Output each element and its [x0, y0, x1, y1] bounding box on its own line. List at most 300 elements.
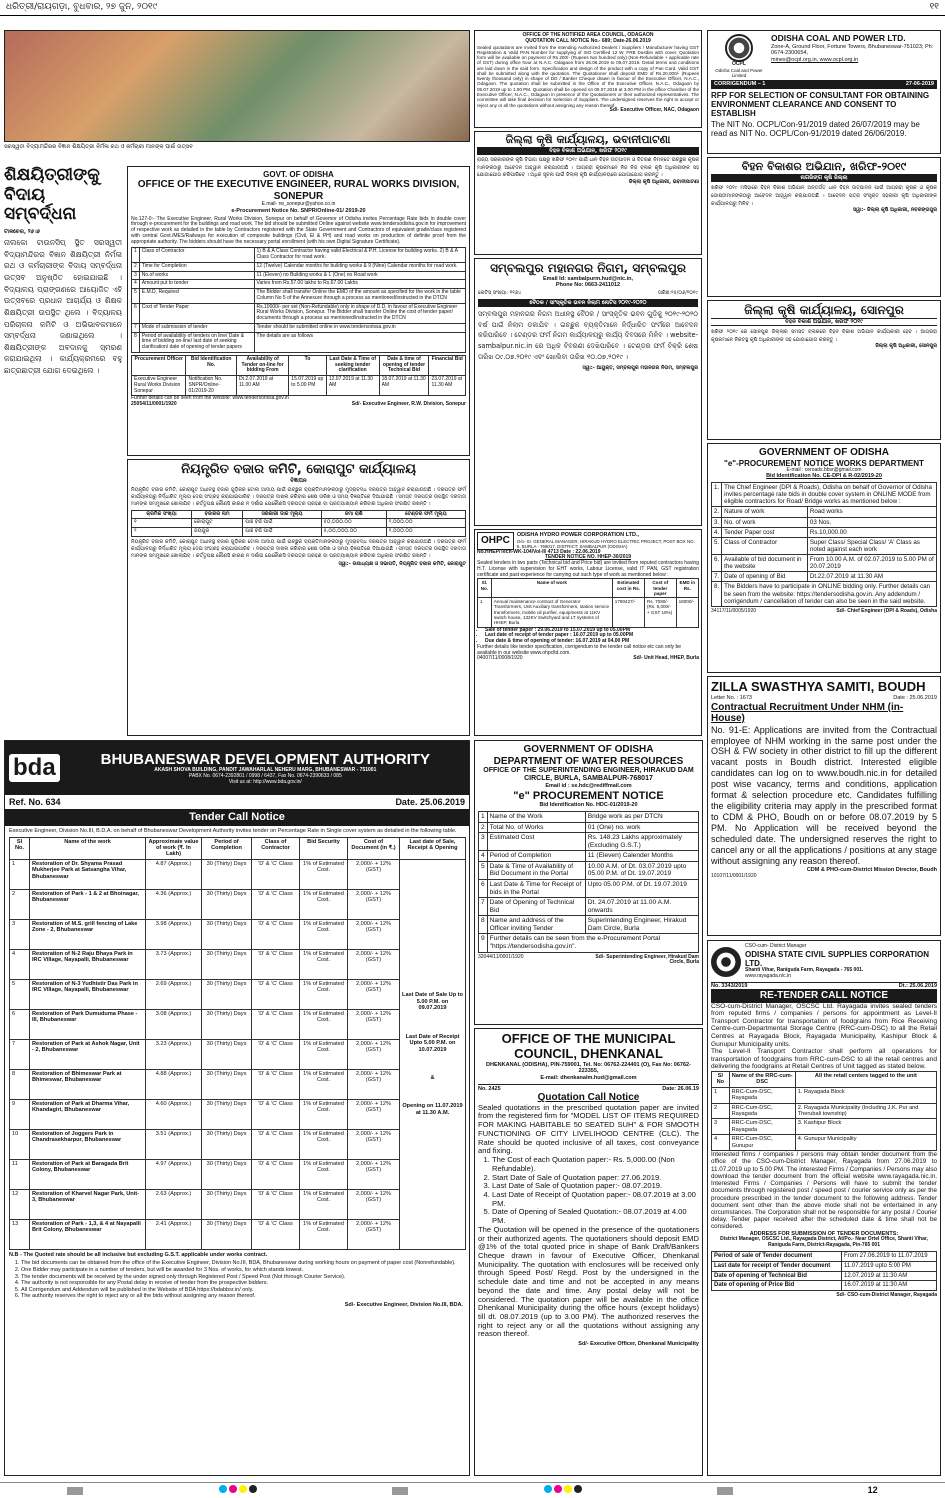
- table-cell: 'D' & 'C' Class: [252, 1219, 300, 1249]
- table-cell: 12.07.2019 at 11:30 AM: [841, 1271, 936, 1281]
- table-cell: 7: [132, 323, 140, 332]
- table-cell: 3. Kashipur Block: [795, 1119, 936, 1135]
- table-row: [10, 949, 466, 979]
- table-cell: 3.98 (Approx.): [146, 919, 202, 949]
- table-cell: 1: [132, 248, 140, 263]
- table-cell: 7.: [712, 572, 722, 582]
- smc-sub: ବୈଠକ / ସାଂସ୍କୃତିକ ଭବନ ନିଲାମ ନୋଟିସ ୨୦୧୯-୨୦୨୦: [478, 299, 698, 308]
- table-cell: Bridge work as per DTCN: [585, 811, 698, 822]
- table-header-cell: Sl No.: [10, 837, 30, 859]
- table-cell: 3.08 (Approx.): [146, 1009, 202, 1039]
- table-cell: 7: [10, 1039, 30, 1069]
- table-cell: Class of Contractor: [139, 248, 254, 263]
- ohpc-ref: No.HHEP/Tech-WK-104/Vol-II/ 4713 Date : 22.06.2019: [477, 548, 601, 555]
- ad-ohpc: [474, 529, 702, 736]
- news-headline: ଶିକ୍ଷୟିତ୍ରୀଙ୍କୁ ବିଦାୟ ସମ୍ବର୍ଦ୍ଧନା: [4, 166, 100, 225]
- bda-opening: Opening on 11.07.2019 at 11.30 A.M.: [402, 1103, 463, 1116]
- table-cell: No.of works: [139, 271, 254, 280]
- news-photo: [4, 30, 470, 142]
- list-item: 2. One Bidder may participate in a number of tenders, but will be awarded for 3 Nos. of works, for which stands lowest.: [21, 1267, 465, 1274]
- table-cell: 4.60 (Approx.): [146, 1099, 202, 1129]
- table-cell: Restoration of Park at Baragada Brit Colony, Bhubaneswar: [30, 1159, 146, 1189]
- table-row: [479, 934, 699, 952]
- ocpl-logo-abbr: OCPL: [732, 61, 746, 67]
- table-cell: Date of Opening of Technical Bid: [487, 898, 585, 916]
- table-cell: 6.: [712, 555, 722, 572]
- dhk-address: DHENKANAL (ODISHA), PIN-759001, Tel. No: 06762-224401 (O), Fax No: 06762-223355,: [486, 1061, 691, 1075]
- table-cell: Restoration of Park Dumuduma Phase - III, Bhubaneswar: [30, 1009, 146, 1039]
- smc-date: ତାରିଖ:୨୫/୦୬/୨୦୧୯: [657, 289, 698, 296]
- nac-sign: Sd/- Executive Officer, NAC, Odagaon: [609, 106, 699, 113]
- table-header-cell: Period of Completion: [202, 837, 252, 859]
- table-cell: ଜୟପୁର: [192, 528, 243, 537]
- table-header-cell: ସରକାରୀ ଡାକ ମୂଲ୍ୟ: [243, 510, 321, 519]
- ocpl-address: Zone-A, Ground Floor, Fortune Towers, Bhubaneswar-751023; Ph: 0674-2300654,: [771, 43, 934, 57]
- list-item: 1. The bid documents can be obtained from the office of the Executive Engineer, Division No.III, BDA, Bhubaneswar during working hours on payment of paper cost (Nonrefundable).: [21, 1260, 465, 1267]
- dhk-email: E-mail: dhenkanalm.hud@gmail.com: [540, 1075, 637, 1082]
- table-cell: Name and address of the Officer inviting Tender: [487, 916, 585, 934]
- table-cell: Restoration of Park at Dharma Vihar, Khandagiri, Bhubaneswar: [30, 1099, 146, 1129]
- table-cell: 1.: [712, 483, 722, 507]
- table-cell: 8.: [712, 582, 722, 606]
- table-cell: Rs.10000/- per set (Non-Refundable) only in shape of D.D. in favour of Executive Engineer Rural Works Division, Sonepur. The Bidder shall transfer Online the cost of tender paper/ documents through a process as mentioned/instructed in the DTCN: [254, 303, 465, 323]
- table-cell: Date of opening of Bid: [722, 572, 808, 582]
- table-cell: 30 (Thirty) Days: [202, 919, 252, 949]
- ad-sambalpur-mc: [474, 258, 702, 526]
- table-cell: 2,000/- + 12% (GST): [348, 919, 400, 949]
- table-row: [10, 1189, 466, 1219]
- koraput-body: ନିୟନ୍ତ୍ରିତ ବଜାର କମିଟି, କୋରାପୁଟ ଅଧୀନସ୍ଥ ବଜାର ଗୁଡ଼ିକର ଟୋଲ ଆଦାୟ ପାଇଁ ଇଚ୍ଛୁକ ବ୍ୟକ୍ତିମାନଙ୍କଠାରୁ ମୁଦ୍ରାବଦ୍ଧ ଦରପତ୍ର ଆହ୍ୱାନ କରାଯାଉଅଛି । ଦରପତ୍ର ଫର୍ମ କାର୍ଯ୍ୟାଳୟରୁ ନିର୍ଦ୍ଧାରିତ ମୂଲ୍ୟ ଦେଇ ସଂଗ୍ରହ କରାଯାଇପାରିବ । ଦରପତ୍ର ଦାଖଲ କରିବାର ଶେଷ ତାରିଖ ଓ ସମୟ ବିଜ୍ଞପ୍ତିରେ ଦିଆଯାଇଛି । ସମସ୍ତ ଦରପତ୍ର ଉପସ୍ଥିତ ଦରଦାତା ମାନଙ୍କ ସମ୍ମୁଖରେ ଖୋଲାଯିବ । କର୍ତ୍ତୃପକ୍ଷ କୌଣସି କାରଣ ନ ଦର୍ଶାଇ ଯେକୌଣସି ଦରପତ୍ର ଗ୍ରହଣ ବା ପ୍ରତ୍ୟାଖ୍ୟାନ କରିବାର ଅଧିକାର ସଂରକ୍ଷିତ ରଖନ୍ତି ।: [131, 486, 466, 507]
- table-cell: Restoration of Park - 1,3, & 4 at Nayapalli Brit Colony, Bhubaneswar: [30, 1219, 146, 1249]
- table-cell: 30 (Thirty) Days: [202, 1129, 252, 1159]
- table-cell: Time for Completion: [139, 262, 254, 271]
- table-cell: 18.07.2019 at 11.30 AM: [379, 376, 429, 396]
- bda-notice: Tender Call Notice: [5, 809, 469, 826]
- oscsc-no: No. 3343/2019: [711, 982, 748, 989]
- list-item: • Last date of receipt of tender paper : 16.07.2019 up to 05.00PM: [485, 633, 699, 639]
- oscsc-intro2: The Level-II Transport Contractor shall perform all operations for transportation of foodgrains from RRC-cum-DSC to all the retail centres and delivering the foodgrains at Retail Centres of Unit tagged as stated below.: [711, 1048, 937, 1071]
- table-cell: Executive Engineer Rural Works Division Sonepur: [132, 376, 186, 396]
- table-cell: 3.73 (Approx.): [146, 949, 202, 979]
- krushi-sp-sign: ଜିଲ୍ଲା କୃଷି ଅଧିକାରୀ, ସୋନପୁର: [875, 343, 937, 350]
- news-dateline: ଟାଳଚେର, ୨୬।୬: [4, 228, 40, 235]
- table-cell: 30 (Thirty) Days: [202, 1009, 252, 1039]
- table-cell: ପାଞ୍ଚ ବର୍ଷ ପାଇଁ: [243, 519, 321, 528]
- table-cell: 2,000/- + 12% (GST): [348, 1009, 400, 1039]
- table-header-cell: Name of the RRC-cum-DSC: [729, 1071, 795, 1087]
- rwd-govt: GOVT. OF ODISHA: [263, 170, 334, 179]
- table-cell: Dt. 24.07.2019 at 11.00 A.M. onwards: [585, 898, 698, 916]
- table-row: [10, 1219, 466, 1249]
- table-header-cell: Cost of tender paper: [644, 579, 676, 598]
- table-cell: Last Date & Time for Receipt of bids in the Portal: [487, 879, 585, 897]
- table-cell: 4.88 (Approx.): [146, 1069, 202, 1099]
- krushi-sp-title: ଜିଲ୍ଲା କୃଷି କାର୍ଯ୍ୟାଳୟ, ସୋନପୁର: [744, 303, 904, 317]
- table-row: [479, 822, 699, 833]
- zss-code: 10107/11/0001/1920: [711, 872, 757, 879]
- table-row: [132, 323, 466, 332]
- table-cell: From 10.00 A.M. of 02.07.2019 to 5.00 PM of 20.07.2019: [807, 555, 936, 572]
- table-header-cell: Availability of Tender on-line for bidding From: [236, 355, 288, 375]
- table-row: [10, 1069, 466, 1099]
- ohpc-body: Sealed tenders in two parts (Technical bid and Price bid) are invited from reputed contractors having H.T. License with supervision for EHT works, Labour License, valid IT PAN, GST registration certificate and past experience for carrying out such type of work as mentioned below :: [477, 560, 699, 578]
- table-cell: 4: [10, 949, 30, 979]
- zss-body: No. 91-E: Applications are invited from the Contractual employee of NHM working in the same post under the OSH & FW society in other district to fill up the different vacant posts in Boudh district. Interested eligible candidates can log on to www.boudh.nic.in for detailed post wise vacancy, terms and conditions, application format & selection procedure etc. Candidates fulfilling the eligibility criteria may apply in the prescribed format to CDM & PHO, Boudh on or before 08.07.2019 by 5 PM. No Application will be received beyond the scheduled date. The undersigned reserves the right to cancel any or all the applications / positions at any stage without assigning any reason thereof.: [711, 724, 937, 867]
- zss-sub: Contractual Recruitment Under NHM (in-House): [711, 701, 904, 725]
- table-header-cell: Bid Security: [300, 837, 348, 859]
- dhk-sub: Quotation Call Notice: [537, 1092, 640, 1104]
- list-item: • Due date & time of opening of tender: 16.07.2019 at 04.00 PM: [485, 639, 699, 645]
- table-cell: 'D' & 'C' Class: [252, 889, 300, 919]
- dowr-title: GOVERNMENT OF ODISHA: [523, 744, 654, 755]
- ad-works-department: [707, 443, 941, 673]
- table-cell: 5: [10, 979, 30, 1009]
- table-cell: Name of the Work: [487, 811, 585, 822]
- registration-dots: [218, 1485, 258, 1496]
- list-item: 1. The Cost of each Quotation paper:- Rs. 5,000.00 (Non Refundable).: [492, 1156, 699, 1173]
- table-header-cell: Financial Bid: [429, 355, 466, 375]
- table-header-cell: Bid Identification No.: [186, 355, 236, 375]
- registration-swatch: [717, 1487, 733, 1495]
- table-cell: The details are as follows: [254, 332, 465, 352]
- table-row: [132, 262, 466, 271]
- ad-zss-boudh: [707, 676, 941, 936]
- table-row: [712, 572, 937, 582]
- koraput-title: ନିୟନ୍ତ୍ରିତ ବଜାର କମିଟି, କୋରାପୁଟ କାର୍ଯ୍ୟାଳୟ: [181, 462, 416, 477]
- oscsc-addr: District Manager, OSCSC Ltd., Rayagada District, At/Po.- Near Ortel Office, Shanti Vihar, Raniguda Farm, District-Rayagada, Pin-765 001: [720, 1236, 928, 1249]
- dowr-notice: "e" PROCUREMENT NOTICE: [513, 789, 664, 802]
- table-row: [712, 1103, 937, 1119]
- table-row: [712, 1119, 937, 1135]
- table-cell: 15.07.2019 up to 5.00 PM: [289, 376, 327, 396]
- table-header-cell: କ୍ରମିକ ସଂଖ୍ୟା: [132, 510, 192, 519]
- dowr-code: 32044/11/0001/1920: [478, 953, 524, 960]
- koraput-sign: ସ୍ୱା:- ଉପାଧ୍ୟକ୍ଷ ଓ ସଭାପତି, ନିୟନ୍ତ୍ରିତ ବଜାର କମିଟି, କୋରାପୁଟ: [338, 560, 466, 567]
- rwd-body: No.127-0:- The Executive Engineer, Rural Works Division, Sonepur on behalf of Governor of Odisha invites Percentage Rate bids in double cover through e-procurement for the buildings and road work. The bid should be submitted Online against website www.tendersodisha.gov.in for improvement of respective work as detailed in the table by Contractors registered with the State Government and Contractors of equivalent grade/class registered with central Govt./MES/Railways for execution of composite buildings (Civil, El & PH) and road works on production of definite proof from the appropriate authority. The bidders should have the necessary portal enrollment (with his own Digital Signature Certificate).: [131, 215, 466, 245]
- table-row: [132, 248, 466, 263]
- table-header-cell: ବଜାରର ନାମ: [192, 510, 243, 519]
- smc-notice: ନୋଟିସ୍ ସଂଖ୍ୟା: ୧୧୬୪: [478, 289, 522, 296]
- bda-sign: Sd/- Executive Engineer, Division No.III, BDA.: [344, 1302, 463, 1308]
- rwd-further: Further details can be seen from the website: www.tendersorissa.gov.in: [131, 395, 289, 402]
- table-cell: 'D' & 'C' Class: [252, 1099, 300, 1129]
- bda-amp: &: [430, 1074, 435, 1081]
- oscsc-logo-icon: [711, 947, 741, 977]
- table-row: [712, 1087, 937, 1103]
- ad-koraput-market: [127, 459, 470, 736]
- table-cell: Mode of submission of tender: [139, 323, 254, 332]
- table-cell: Period of availability of tenders on line/ Date & time of bidding on-line/ last date of seeking clarification/ date of opening of tender papers: [139, 332, 254, 352]
- table-row: [712, 555, 937, 572]
- smc-email: Email Id: sambalpurm.hud@nic.in,: [542, 275, 633, 282]
- table-row: [479, 851, 699, 862]
- table-cell: 4: [479, 851, 488, 862]
- table-cell: Superintending Engineer, Hirakud Dam Circle, Burla: [585, 916, 698, 934]
- table-cell: 30 (Thirty) Days: [202, 1159, 252, 1189]
- table-cell: 1% of Estimated Cost.: [300, 949, 348, 979]
- ohpc-notice: TENDER NOTICE NO. HHEP-30/2019: [544, 554, 632, 561]
- ad-dowr: [474, 740, 703, 1025]
- table-cell: 1% of Estimated Cost.: [300, 859, 348, 889]
- ad-oscsc: [707, 940, 941, 1476]
- ocpl-web: mines@ocpl.org.in, www.ocpl.org.in: [771, 56, 859, 63]
- table-row: [10, 1129, 466, 1159]
- table-cell: The Bidder shall transfer Online the EMD of the amount as specified for the work in the table Column No 5 of the Annexure through a process as mentioned/instructed in the DTCN: [254, 289, 465, 304]
- koraput-sub: ବିଜ୍ଞାପନ: [290, 477, 307, 484]
- table-cell: Date of opening of Technical Bid: [712, 1271, 842, 1281]
- table-cell: RRC-Cum-DSC, Rayagada: [729, 1119, 795, 1135]
- dhk-date: Date: 26.06.19: [662, 1085, 699, 1092]
- oscsc-address: Shanti Vihar, Raniguda Farm, Rayagada - 765 001.: [745, 967, 864, 974]
- table-cell: 2: [10, 889, 30, 919]
- oscsc-web: www.rayagada.nic.in: [745, 972, 791, 979]
- oscsc-table: [711, 1071, 937, 1151]
- table-cell: 5: [479, 861, 488, 879]
- ad-bda: [4, 740, 470, 1476]
- news-column: [4, 166, 122, 736]
- color-registration-bar: [0, 1482, 945, 1498]
- table-cell: 3: [132, 271, 140, 280]
- table-cell: RRC-Cum-DSC, Gunupur: [729, 1135, 795, 1151]
- table-cell: Restoration of N-2 Raju Bhaya Park in IRC Village, Nayapalli, Bhubaneswar: [30, 949, 146, 979]
- ad-ocpl: [707, 30, 941, 154]
- krushi-nb-sub: ନାଗରିଙ୍ଗ କୃଷି ଜିଲ୍ଲା: [711, 174, 937, 183]
- bda-date: Date. 25.06.2019: [395, 797, 465, 807]
- table-cell: 2,000/- + 12% (GST): [348, 889, 400, 919]
- table-cell: 1790427/-: [612, 598, 644, 627]
- table-cell: Class of Contractor: [722, 537, 808, 554]
- table-cell: 1% of Estimated Cost.: [300, 979, 348, 1009]
- table-header-cell: Last date of Sale, Receipt & Opening: [400, 837, 466, 859]
- table-cell: Varies from Rs.57.00 lakhs to Rs.67.00 Lakhs: [254, 280, 465, 289]
- table-cell: Rs. 7080/- (Rs. 6,000/- + GST 18%): [644, 598, 676, 627]
- rwd-sign: Sd/- Executive Engineer, R.W. Division, Sonepur: [351, 401, 466, 408]
- bda-last-date-receipt: Last Date of Receipt Upto 5.00 P.M. on 10.07.2019: [405, 1033, 460, 1053]
- table-cell: 12.07.2019 at 11.30 AM: [326, 376, 379, 396]
- table-cell: 'D' & 'C' Class: [252, 1189, 300, 1219]
- oscsc-title: ODISHA STATE CIVIL SUPPLIES CORPORATION LTD.: [745, 949, 930, 968]
- table-cell: E.M.D. Required: [139, 289, 254, 304]
- table-row: [10, 1039, 466, 1069]
- table-cell: Dt.2.07.2019 at 11.00 AM: [236, 376, 288, 396]
- table-cell: The Bidders have to participate in ONLINE bidding only. Further details can be seen from the website: https://tendersodisha.gov.in. Any addendum / corrigendum / cancellation of tender can also be seen in the said website.: [722, 582, 937, 606]
- table-header-cell: Procurement Officer: [132, 355, 186, 375]
- rwd-terms-table: [131, 247, 466, 353]
- page-header: [0, 0, 945, 16]
- table-header-cell: Date & time of opening of tender Technical Bid: [379, 355, 429, 375]
- ced-title: GOVERNMENT OF ODISHA: [758, 447, 889, 458]
- table-cell: 1% of Estimated Cost.: [300, 1129, 348, 1159]
- bda-logo: bda: [9, 754, 60, 782]
- table-cell: Nature of work: [722, 507, 808, 517]
- table-cell: 10.00 A.M. of Dt. 03.07.2019 upto 05.00 P.M. of Dt. 19.07.2019: [585, 861, 698, 879]
- ced-bid: Bid Identification No. CE-DPI & R-02/2019-20: [766, 473, 882, 480]
- oscsc-notice: RE-TENDER CALL NOTICE: [711, 989, 937, 1003]
- krushi-nb-sign: ସ୍ୱା:- ଜିଲ୍ଲା କୃଷି ଅଧିକାରୀ, ନବରଙ୍ଗପୁର: [853, 207, 937, 214]
- table-header-row: [132, 510, 466, 519]
- ocpl-rfp: RFP FOR SELECTION OF CONSULTANT FOR OBTAINING ENVIRONMENT CLEARANCE AND CONSENT TO ESTABLISH: [711, 90, 930, 119]
- oscsc-body: Interested firms / companies / persons may obtain tender document from the office of the CSO-cum-District Manager, Rayagada from 27.06.2019 to 11.07.2019 up to 5.00 PM. The interested Firms / Companies / Persons may also download the tender document from the official website www.rayagada.nic.in. Interested Firms / Companies / Persons will have to submit the tender documents through registered post / speed post / courier service only as per the procedure prescribed in the tender document to the following address. Tender document sent other than the above mode shall not be entertained in any circumstances. The Corporation shall not be responsible for any postal / Courier delay. Tender paper received after the scheduled date & time shall not be considered.: [711, 1151, 937, 1231]
- header-dateline: ଧରିତ୍ରୀ/ରାୟଗଡ଼ା, ବୁଧବାର, ୨୭ ଜୁନ, ୨୦୧୯: [6, 2, 158, 13]
- bda-notes: [5, 1260, 469, 1300]
- table-row: [132, 303, 466, 323]
- smc-body: ସମ୍ବଲପୁର ମହାନଗର ନିଗମ ଅଧୀନସ୍ଥ ବୈଠକ / ସାଂସ୍କୃତିକ ଭବନ ଗୁଡ଼ିକୁ ୨୦୧୯-୨୦୨୦ ବର୍ଷ ପାଇଁ ନିଲାମ ଡକାଯିବ । ଇଚ୍ଛୁକ ବ୍ୟକ୍ତିମାନେ ନିର୍ଦ୍ଧାରିତ ଫର୍ମରେ ଆବେଦନ କରିପାରିବେ । ଟେଣ୍ଡର ଫର୍ମ ନିଗମ କାର୍ଯ୍ୟାଳୟରୁ କାର୍ଯ୍ୟ ଦିବସରେ ମିଳିବ । website- sambalpur.nic.in ରେ ଅଧିକ ବିବରଣୀ ଦେଖିପାରିବେ । ଟେଣ୍ଡର ଫର୍ମ ବିକ୍ରି ଶେଷ ତାରିଖ ୦୯.୦୭.୨୦୧୯ ଏବଂ ଖୋଲିବା ତାରିଖ ୧୦.୦୭.୨୦୧୯ ।: [478, 310, 698, 361]
- table-row: [479, 879, 699, 897]
- table-cell: 1% of Estimated Cost.: [300, 1039, 348, 1069]
- table-cell: 'D' & 'C' Class: [252, 1039, 300, 1069]
- table-header-cell: Approximate value of work (₹. In Lakh): [146, 837, 202, 859]
- table-cell: Available of bid document in the website: [722, 555, 808, 572]
- table-cell: 7: [479, 898, 488, 916]
- oscsc-addr-h: ADDRESS FOR SUBMISSION OF TENDER DOCUMENTS:: [749, 1230, 899, 1237]
- table-cell: 30 (Thirty) Days: [202, 889, 252, 919]
- table-cell: 03 Nos.: [807, 517, 936, 527]
- table-cell: 8: [10, 1069, 30, 1099]
- table-cell: ୨,୦୦୦.୦୦: [386, 519, 465, 528]
- bda-nb: N.B - The Quoted rate should be all inclusive but excluding G.S.T. applicable under works contract.: [9, 1251, 268, 1258]
- dhk-points: [478, 1156, 699, 1226]
- table-cell: 1% of Estimated Cost.: [300, 889, 348, 919]
- bda-web: Visit us at: http://www.bda.gov.in/: [228, 778, 302, 785]
- ohpc-table: [477, 578, 699, 627]
- smc-phone: Phone No: 0663-2411012: [555, 282, 621, 289]
- bda-ref: Ref. No. 634: [9, 797, 61, 807]
- table-cell: No. of work: [722, 517, 808, 527]
- table-cell: 4.97 (Approx.): [146, 1159, 202, 1189]
- table-cell: ପାଞ୍ଚ ବର୍ଷ ପାଇଁ: [243, 528, 321, 537]
- table-cell: ୧: [132, 519, 192, 528]
- table-header-cell: ଜମା ରାଶି: [321, 510, 386, 519]
- registration-swatch: [392, 1487, 408, 1495]
- table-cell: 13: [10, 1219, 30, 1249]
- table-cell: 8: [479, 916, 488, 934]
- table-row: [132, 271, 466, 280]
- table-header-cell: ଟେଣ୍ଡର ଫର୍ମ ମୂଲ୍ୟ: [386, 510, 465, 519]
- table-cell: 8: [132, 332, 140, 352]
- table-cell: ୫,୦୦,୦୦୦.୦୦: [321, 528, 386, 537]
- table-cell: 2,000/- + 12% (GST): [348, 1099, 400, 1129]
- ad-krushi-bhawanipatna: [474, 131, 702, 255]
- table-cell: Rs. 148.23 Lakhs approximately (Excluding G.S.T.): [585, 833, 698, 851]
- table-cell: Super Class/ Special Class/ 'A' Class as noted against each work: [807, 537, 936, 554]
- rwd-notice-no: e-Procurement Notice No. SNPR/Online-01/ 2019-20: [231, 207, 366, 214]
- table-cell: 2,000/- + 12% (GST): [348, 949, 400, 979]
- ohpc-dates: [485, 628, 699, 645]
- ocpl-corrigendum: CORRIGENDUM – 1: [714, 81, 766, 88]
- dhk-sign: Sd/- Executive Officer, Dhenkanal Municipality: [578, 1341, 699, 1348]
- table-cell: 'D' & 'C' Class: [252, 1129, 300, 1159]
- table-cell: 1% of Estimated Cost.: [300, 1159, 348, 1189]
- table-cell: 12 (Twelve) Calendar months for building works & 9 (Nine) Calendar months for road work.: [254, 262, 465, 271]
- table-row: [712, 517, 937, 527]
- list-item: 3. The tender documents will be received by the under signed only through Registered Post / Speed Post (Not through Courier Service).: [21, 1274, 465, 1281]
- table-cell: Upto 05.00 P.M. of Dt. 19.07.2019: [585, 879, 698, 897]
- rwd-office: OFFICE OF THE EXECUTIVE ENGINEER, RURAL WORKS DIVISION, SONEPUR: [137, 179, 460, 202]
- table-cell: 1% of Estimated Cost.: [300, 1069, 348, 1099]
- table-cell: 'D' & 'C' Class: [252, 859, 300, 889]
- table-cell: Notification No. SNPR/Online-01/2019-20: [186, 376, 236, 396]
- table-cell: The Chief Engineer (DPI & Roads), Odisha on behalf of Governor of Odisha invites percentage rate bids in double cover system in ONLINE MODE from eligible contractors for Road/ Bridge works as mentioned below :: [722, 483, 937, 507]
- bda-intro: Executive Engineer, Division No.III, B.D.A. on behalf of Bhubaneswar Development Authority invites tender on Percentage Rate in Single cover system as detailed in the following table.: [9, 827, 457, 834]
- table-cell: Amount put to tender: [139, 280, 254, 289]
- table-cell: 30 (Thirty) Days: [202, 1039, 252, 1069]
- table-cell: Dt.22.07.2019 at 11.30 AM: [807, 572, 936, 582]
- table-cell: 30 (Thirty) Days: [202, 979, 252, 1009]
- table-cell: 11 (Eleven) no Building works & 1 (One) no Road work: [254, 271, 465, 280]
- table-cell: 2.: [712, 507, 722, 517]
- table-row: [10, 1159, 466, 1189]
- table-cell: 4: [712, 1135, 730, 1151]
- zss-sign: CDM & PHO-cum-District Mission Director, Boudh: [806, 867, 937, 874]
- table-header-cell: To: [289, 355, 327, 375]
- table-cell: RRC-Cum-DSC, Rayagada: [729, 1087, 795, 1103]
- table-cell: Restoration of N-3 Yudhistir Das Park in IRC Village, Nayapalli, Bhubaneswar: [30, 979, 146, 1009]
- table-cell: Total No. of Works: [487, 822, 585, 833]
- table-cell: 'D' & 'C' Class: [252, 979, 300, 1009]
- table-cell: Restoration of Bhimeswar Park at Bhimeswar, Bhubaneswar: [30, 1069, 146, 1099]
- table-cell: Period of sale of Tender document: [712, 1251, 842, 1261]
- table-cell: 1% of Estimated Cost.: [300, 919, 348, 949]
- table-cell: Restoration of Dr. Shyama Prasad Mukherjee Park at Satsangha Vihar, Bhubaneswar: [30, 859, 146, 889]
- table-header-cell: Cost of Document (in ₹.): [348, 837, 400, 859]
- ad-krushi-nabarangpur: [707, 157, 941, 297]
- table-row: [132, 332, 466, 352]
- ad-rwd-sonepur: [127, 166, 470, 456]
- list-item: 6. The authority reserves the right to reject any or all the bids without assigning any reason thereof.: [21, 1293, 465, 1300]
- table-row: [10, 979, 466, 1009]
- table-cell: 1% of Estimated Cost.: [300, 1009, 348, 1039]
- table-row: [712, 1135, 937, 1151]
- table-cell: Restoration of Kharvel Nagar Park, Unit-3, Bhubaneswar: [30, 1189, 146, 1219]
- table-cell: Cost of Tender Paper: [139, 303, 254, 323]
- ad-dhenkanal: [474, 1028, 703, 1476]
- ohpc-address: O/o- Sr. GENERAL MANAGER, HIRAKUD HYDRO ELECTRIC PROJECT, POST BOX NO. 5, BURLA - 768017, DISTRICT: SAMBALPUR (ODISHA): [516, 538, 695, 550]
- list-item: 5. All Corrigendum and Addendum will be published in the Website of BDA https://bdabbsr.in/ only.: [21, 1287, 465, 1294]
- oscsc-sign: Sd/- CSO-cum-District Manager, Rayagada: [836, 1292, 937, 1299]
- table-cell: 'D' & 'C' Class: [252, 1159, 300, 1189]
- ad-krushi-sonepur: [707, 300, 941, 440]
- rwd-schedule-table: [131, 355, 466, 397]
- rwd-ref: 25054/11/0001/1920: [131, 401, 177, 408]
- table-cell: 3: [479, 833, 488, 851]
- table-cell: Annual maintenance contract of Generator Transformers, Unit Auxiliary transformers, station service transformers, mobile oil purifier, equipments at 11KV switch house, 132KV Switchyard and LT systems of HHEP, Burla: [491, 598, 612, 627]
- table-row: [132, 519, 466, 528]
- rwd-email: E.mail- rw_sonepur@yahoo.co.in: [261, 201, 336, 208]
- table-cell: 3: [10, 919, 30, 949]
- ced-table: [711, 482, 937, 607]
- table-row: [712, 537, 937, 554]
- table-cell: 30 (Thirty) Days: [202, 1069, 252, 1099]
- table-cell: 2,000/- + 12% (GST): [348, 1189, 400, 1219]
- table-cell: 30 (Thirty) Days: [202, 859, 252, 889]
- koraput-body-2: ନିୟନ୍ତ୍ରିତ ବଜାର କମିଟି, କୋରାପୁଟ ଅଧୀନସ୍ଥ ବଜାର ଗୁଡ଼ିକର ଟୋଲ ଆଦାୟ ପାଇଁ ଇଚ୍ଛୁକ ବ୍ୟକ୍ତିମାନଙ୍କଠାରୁ ମୁଦ୍ରାବଦ୍ଧ ଦରପତ୍ର ଆହ୍ୱାନ କରାଯାଉଅଛି । ଦରପତ୍ର ଫର୍ମ କାର୍ଯ୍ୟାଳୟରୁ ନିର୍ଦ୍ଧାରିତ ମୂଲ୍ୟ ଦେଇ ସଂଗ୍ରହ କରାଯାଇପାରିବ । ଦରପତ୍ର ଦାଖଲ କରିବାର ଶେଷ ତାରିଖ ଓ ସମୟ ବିଜ୍ଞପ୍ତିରେ ଦିଆଯାଇଛି । ସମସ୍ତ ଦରପତ୍ର ଉପସ୍ଥିତ ଦରଦାତା ମାନଙ୍କ ସମ୍ମୁଖରେ ଖୋଲାଯିବ । କର୍ତ୍ତୃପକ୍ଷ କୌଣସି କାରଣ ନ ଦର୍ଶାଇ ଯେକୌଣସି ଦରପତ୍ର ଗ୍ରହଣ ବା ପ୍ରତ୍ୟାଖ୍ୟାନ କରିବାର ଅଧିକାର ସଂରକ୍ଷିତ ରଖନ୍ତି ।: [131, 538, 466, 559]
- table-cell: 3: [712, 1119, 730, 1135]
- krushi-sp-body: ଖରିଫ ୨୦୧୯ ରେ ସୋନପୁର ଜିଲ୍ଲାର ସମସ୍ତ ବ୍ଲକରେ ବିହନ ବିକାଶ ଅଭିଯାନ କାର୍ଯ୍ୟକାରୀ ହେବ । ଆଗ୍ରହୀ କୃଷକମାନେ ନିକଟସ୍ଥ କୃଷି ଅଧିକାରୀଙ୍କ ସହ ଯୋଗାଯୋଗ କରନ୍ତୁ ।: [711, 329, 937, 344]
- ocpl-logo-icon: [725, 34, 753, 62]
- table-cell: ୨: [132, 528, 192, 537]
- table-cell: 3.: [712, 517, 722, 527]
- table-cell: Restoration of M.S. grill fencing of Lake Zone - 2, Bhubaneswar: [30, 919, 146, 949]
- krushi-bh-title: ଜିଲ୍ଲା କୃଷି କାର୍ଯ୍ୟାଳୟ, ଭବାନୀପାଟଣା: [505, 133, 671, 146]
- table-row: [712, 1271, 937, 1281]
- krushi-bh-sub: ବିହନ ବିକାଶ ଅଭିଯାନ, ଖରିଫ ୨୦୧୯: [477, 147, 699, 156]
- table-cell: 2,000/- + 12% (GST): [348, 1069, 400, 1099]
- bda-works-table: [9, 837, 466, 1250]
- table-row: [712, 483, 937, 507]
- table-cell: ୨,୦୦୦.୦୦: [386, 528, 465, 537]
- table-cell: 2. Rayagada Municipality (Including J.K. Pur and Therubali township): [795, 1103, 936, 1119]
- bda-last-date-sale: Last Date of Sale Up to 5.00 P.M. on 09.07.2019: [402, 992, 463, 1012]
